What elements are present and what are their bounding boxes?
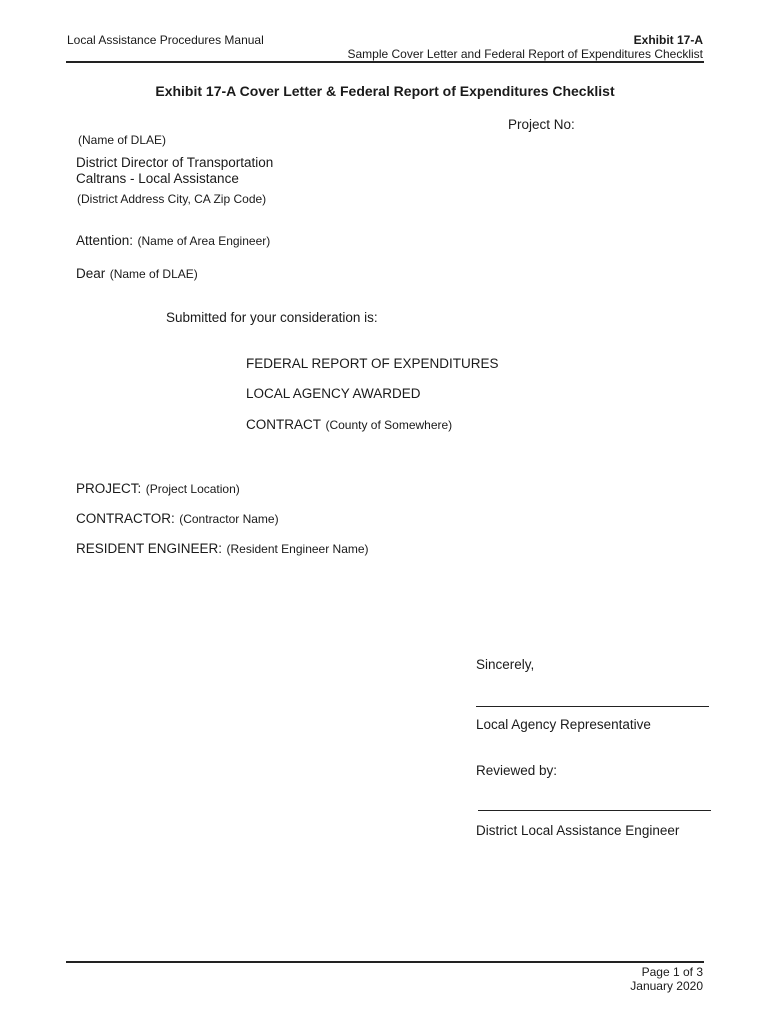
contractor-value: (Contractor Name) xyxy=(179,512,279,526)
contractor-line xyxy=(76,510,279,528)
reviewer-signature-line xyxy=(478,810,711,811)
dear-label: Dear xyxy=(76,266,106,281)
manual-title: Local Assistance Procedures Manual xyxy=(67,33,264,47)
salutation xyxy=(76,265,198,283)
document-title: Exhibit 17-A Cover Letter & Federal Report of Expenditures Checklist xyxy=(155,83,615,99)
contract-label: CONTRACT xyxy=(246,417,321,432)
signer-title: Local Agency Representative xyxy=(476,717,651,732)
address-placeholder: (District Address City, CA Zip Code) xyxy=(77,192,267,206)
contractor-label: CONTRACTOR: xyxy=(76,511,175,526)
revision-date: January 2020 xyxy=(630,979,703,993)
exhibit-number: Exhibit 17-A xyxy=(633,33,703,47)
attention-line xyxy=(76,232,270,250)
dlae-name-placeholder: (Name of DLAE) xyxy=(78,133,167,147)
signature-line xyxy=(476,706,709,707)
closing: Sincerely, xyxy=(476,657,535,672)
resident-engineer-label: RESIDENT ENGINEER: xyxy=(76,541,223,556)
reviewed-by: Reviewed by: xyxy=(476,763,558,778)
item-local-agency-awarded: LOCAL AGENCY AWARDED xyxy=(246,386,421,401)
recipient-line-2: Caltrans - Local Assistance xyxy=(76,171,239,186)
resident-engineer-value: (Resident Engineer Name) xyxy=(226,542,369,556)
project-no-label: Project No: xyxy=(508,117,575,132)
item-federal-report: FEDERAL REPORT OF EXPENDITURES xyxy=(246,356,499,371)
exhibit-subtitle: Sample Cover Letter and Federal Report of Expenditures Checklist xyxy=(347,47,703,61)
submitted-text: Submitted for your consideration is: xyxy=(166,310,378,325)
item-contract xyxy=(246,416,452,434)
footer-divider xyxy=(66,961,704,963)
attention-value: (Name of Area Engineer) xyxy=(137,234,271,248)
footer xyxy=(630,965,703,993)
header-divider xyxy=(66,61,704,63)
recipient-line-1: District Director of Transportation xyxy=(76,155,274,170)
exhibit-header xyxy=(347,33,703,61)
contract-value: (County of Somewhere) xyxy=(325,418,453,432)
page-number: Page 1 of 3 xyxy=(641,965,703,979)
attention-label: Attention: xyxy=(76,233,134,248)
reviewer-title: District Local Assistance Engineer xyxy=(476,823,680,838)
project-label: PROJECT: xyxy=(76,481,142,496)
project-value: (Project Location) xyxy=(145,482,240,496)
resident-engineer-line xyxy=(76,540,369,558)
project-line xyxy=(76,480,240,498)
dear-value: (Name of DLAE) xyxy=(109,267,198,281)
